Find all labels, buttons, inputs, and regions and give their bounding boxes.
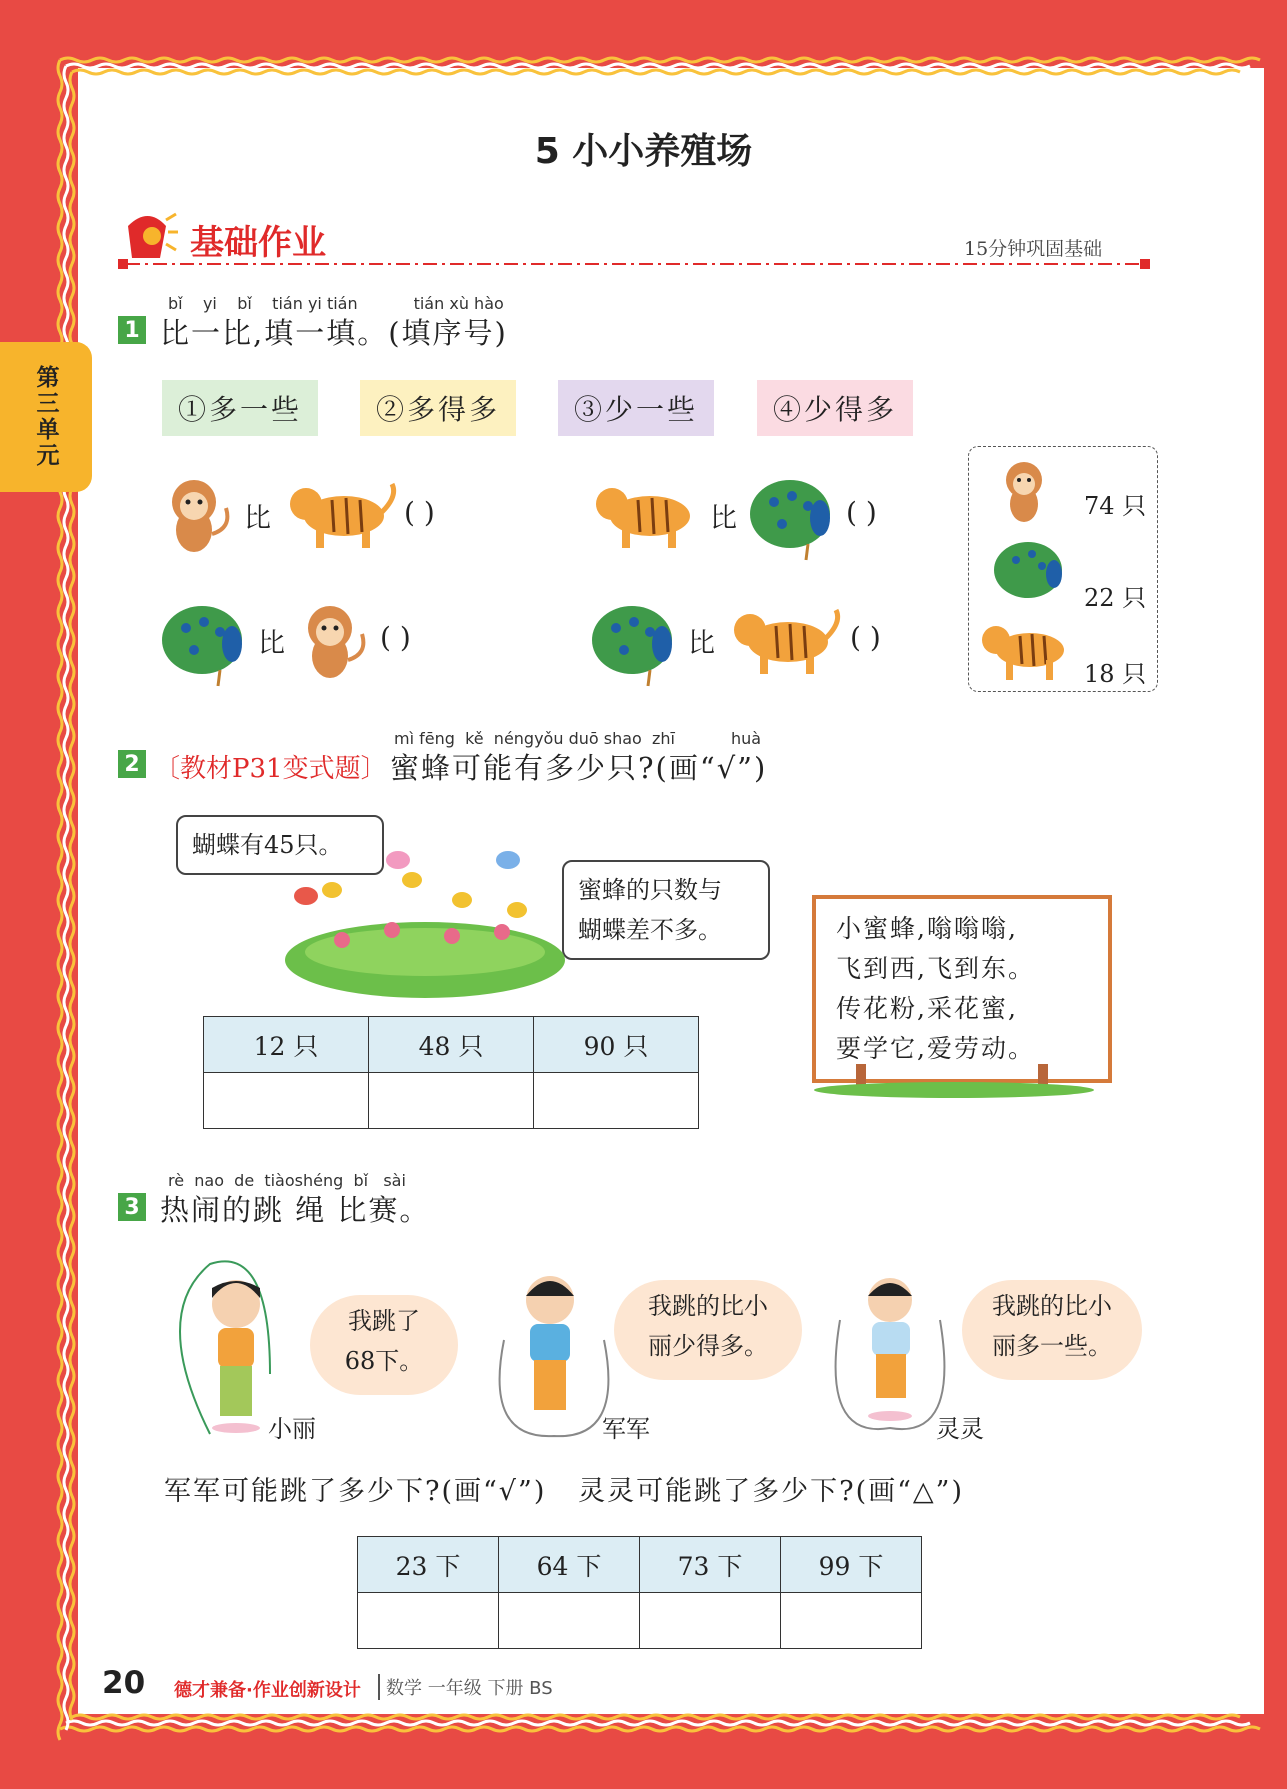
kid-speech-cloud: 我跳了 68下。 [310, 1295, 458, 1395]
bee-speech-bubble: 蜜蜂的只数与 蝴蝶差不多。 [562, 860, 770, 960]
q1-number: 1 [118, 316, 146, 344]
tiger-icon [282, 476, 400, 552]
choice-label: 48 只 [369, 1017, 534, 1073]
choice-label: 73 下 [640, 1537, 781, 1593]
footer-info: 数学 一年级 下册 BS [378, 1674, 553, 1700]
compare-word: 比 [258, 628, 285, 659]
option-3: ③少一些 [558, 380, 714, 436]
answer-cell[interactable] [204, 1073, 369, 1129]
flower-garden-illustration [282, 840, 568, 1000]
answer-blank-4[interactable]: ( ) [850, 621, 881, 654]
butterfly-speech-bubble: 蝴蝶有45只。 [176, 815, 384, 875]
tiger-icon [976, 616, 1076, 684]
section-divider [118, 258, 1158, 270]
choice-label: 99 下 [781, 1537, 922, 1593]
monkey-icon [996, 456, 1058, 526]
q2-source-tag: 〔教材P31变式题〕 [154, 754, 387, 784]
unit-tab: 第三单元 [0, 342, 92, 492]
section-heading: 基础作业 [190, 223, 326, 263]
compare-word: 比 [244, 503, 271, 534]
page-number: 20 [102, 1665, 146, 1701]
monkey-icon [296, 598, 372, 684]
compare-word: 比 [710, 503, 737, 534]
option-4: ④少得多 [757, 380, 913, 436]
peacock-icon [160, 600, 252, 688]
page-title: 5 小小养殖场 [534, 131, 753, 172]
q2-pinyin: mì fēng kě néngyǒu duō shao zhī huà [394, 729, 762, 748]
q3-text: 热闹的跳 绳 比赛。 [160, 1193, 431, 1227]
q3-pinyin: rè nao de tiàoshéng bǐ sài [168, 1171, 406, 1190]
answer-cell[interactable] [781, 1593, 922, 1649]
answer-blank-1[interactable]: ( ) [404, 496, 435, 529]
poem-sign: 小蜜蜂,嗡嗡嗡, 飞到西,飞到东。 传花粉,采花蜜, 要学它,爱劳动。 [812, 895, 1112, 1083]
kid-name: 小丽 [268, 1415, 316, 1443]
q1-pinyin: bǐ yi bǐ tián yi tián tián xù hào [168, 294, 504, 313]
q3-number: 3 [118, 1193, 146, 1221]
answer-cell[interactable] [369, 1073, 534, 1129]
choice-label: 12 只 [204, 1017, 369, 1073]
answer-cell[interactable] [534, 1073, 699, 1129]
tiger-icon [726, 602, 844, 678]
jump-choices-table [357, 1536, 922, 1649]
kid-name: 军军 [602, 1415, 650, 1443]
peacock-count: 22 只 [1084, 584, 1147, 612]
choice-label: 23 下 [358, 1537, 499, 1593]
section-subheading: 15分钟巩固基础 [964, 238, 1103, 260]
answer-cell[interactable] [499, 1593, 640, 1649]
answer-cell[interactable] [640, 1593, 781, 1649]
footer-brand: 德才兼备·作业创新设计 [174, 1680, 361, 1701]
option-2: ②多得多 [360, 380, 516, 436]
q2-text: 蜜蜂可能有多少只?(画“√”) [390, 751, 768, 785]
tiger-count: 18 只 [1084, 660, 1147, 688]
answer-blank-3[interactable]: ( ) [380, 621, 411, 654]
sign-grass [812, 1064, 1102, 1100]
kid-name: 灵灵 [936, 1415, 984, 1443]
answer-blank-2[interactable]: ( ) [846, 496, 877, 529]
tiger-icon [588, 476, 706, 552]
peacock-icon [590, 600, 682, 688]
bell-icon [118, 206, 178, 266]
kid-speech-cloud: 我跳的比小 丽少得多。 [614, 1280, 802, 1380]
monkey-count: 74 只 [1084, 492, 1147, 520]
bee-choices-table [203, 1016, 699, 1129]
option-1: ①多一些 [162, 380, 318, 436]
choice-label: 64 下 [499, 1537, 640, 1593]
q2-number: 2 [118, 750, 146, 778]
peacock-icon [992, 536, 1072, 608]
monkey-icon [160, 472, 236, 558]
q1-text: 比一比,填一填。(填序号) [160, 316, 508, 350]
choice-label: 90 只 [534, 1017, 699, 1073]
q3-question: 军军可能跳了多少下?(画“√”) 灵灵可能跳了多少下?(画“△”) [164, 1476, 965, 1507]
compare-word: 比 [688, 628, 715, 659]
peacock-icon [748, 474, 840, 562]
answer-cell[interactable] [358, 1593, 499, 1649]
kid-speech-cloud: 我跳的比小 丽多一些。 [962, 1280, 1142, 1380]
